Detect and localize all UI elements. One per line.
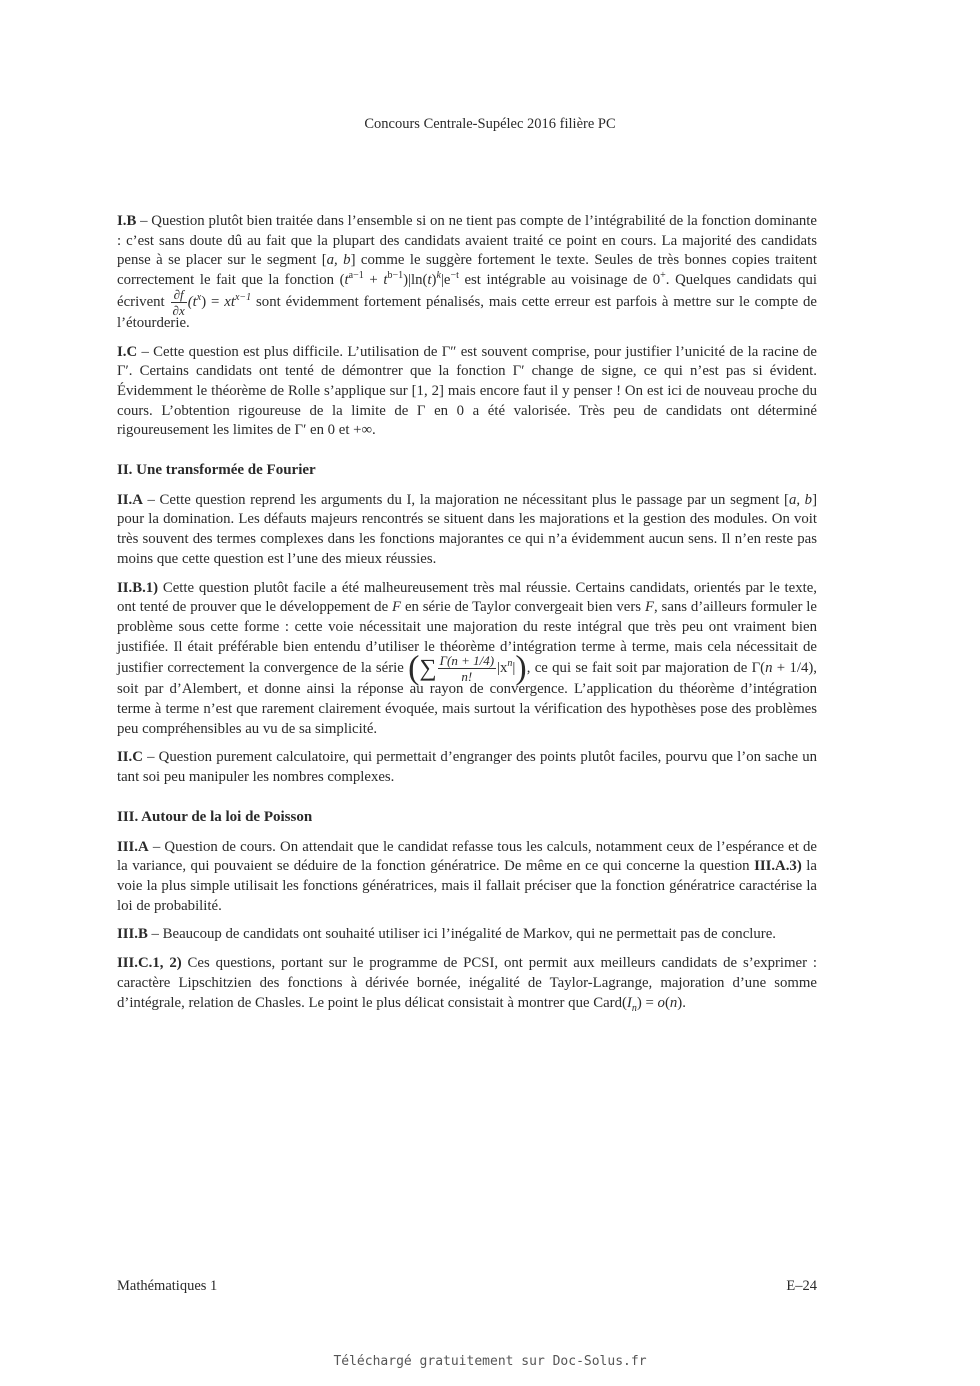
label-IIA: II.A: [117, 491, 143, 508]
label-IIIC: III.C.1, 2): [117, 955, 182, 972]
section-title-II: II. Une transformée de Fourier: [117, 462, 316, 479]
footer-page-number: E–24: [786, 1278, 817, 1294]
running-title: Concours Centrale-Supélec 2016 filière PC: [364, 116, 616, 132]
paragraph-IIIA: III.A – Question de cours. On attendait que le candidat refasse tous les calculs, notamment ceux de l’espérance et de la variance, qui pouvaient se déduire de la fonction génératrice. De même en ce qui concerne la question III.A.3) la voie la plus simple utilisait les fonctions génératrices, mais il fallait préciser que la fonction génératrice caractérise la loi de probabilité.: [117, 838, 817, 914]
download-note: Téléchargé gratuitement sur Doc-Solus.fr: [333, 1354, 647, 1369]
label-IIC: II.C: [117, 749, 143, 766]
paragraph-IIA: II.A – Cette question reprend les arguments du I, la majoration ne nécessitant plus le passage par un segment [a, b] pour la domination. Les défauts majeurs rencontrés se situent dans les majorations et la gestion des modules. On voit très souvent des termes complexes dans les fonctions majorantes ce qui n’a évidemment aucun sens. Il n’en reste pas moins que cette question est l’une des mieux réussies.: [117, 491, 817, 567]
paragraph-IIB1: II.B.1) Cette question plutôt facile a été malheureusement très mal réussie. Certains candidats, orientés par le texte, ont tenté de prouver que le développement de F en série de Taylor convergeait bien vers F, sans d’ailleurs formuler le problème sous cette forme : cette voie nécessitait une majoration du reste intégral que très peu ont vraiment bien justifiée. Il était préférable bien entendu d’utiliser le théorème d’intégration terme à terme, mais cela nécessitait de justifier correctement la convergence de la série (∑ $\frac{\Gamma(n + 1/4)}{n!}$ $|x^n|$), ce qui se fait soit par majoration de Γ(n + 1/4), soit par d’Alembert, et donne ainsi la réponse au rayon de convergence. L’application du théorème d’intégration terme à terme n’est que rarement clairement évoquée, mais surtout la vérification des hypothèses pose des problèmes peu compréhensibles au vu de sa simplicité.: [117, 579, 817, 737]
section-title-III: III. Autour de la loi de Poisson: [117, 808, 313, 825]
gamma-fraction: $\frac{\Gamma(n + 1/4)}{n!}$: [439, 653, 495, 685]
question-reference: III.A.3): [754, 858, 802, 875]
partial-derivative-fraction: $\frac{\partial f}{\partial x}$: [172, 286, 185, 318]
label-IC: I.C: [117, 343, 138, 360]
label-IIIB: III.B: [117, 926, 148, 943]
paragraph-IC: I.C – Cette question est plus difficile. L’utilisation de Γ″ est souvent comprise, pour justifier l’unicité de la racine de Γ′. Certains candidats ont tenté de démontrer que la fonction Γ′ change de signe, ce qui n’est pas si évident. Évidemment le théorème de Rolle s’applique sur [1, 2] mais encore faut il y penser ! On est ici de nouveau proche du cours. L’obtention rigoureuse de la limite de Γ en 0 a été valorisée. Très peu de candidats ont déterminé rigoureusement les limites de Γ′ en 0 et +∞.: [117, 343, 817, 439]
paragraph-IB: I.B – Question plutôt bien traitée dans l’ensemble si on ne tient pas compte de l’intégrabilité de la fonction dominante : c’est sans doute dû au fait que la plupart des candidats avaient traité ce point en cours. La majorité des candidats pense à se placer sur le segment [a, b] comme le suggère fortement le texte. Seules de très bonnes copies traitent correctement le fait que la fonction $(t^{a-1} + t^{b-1})|\ln(t)^k|e^{-t}$ est intégrable au voisinage de 0+. Quelques candidats qui écrivent $\frac{\partial f}{\partial x}$ $(t^x) = xt^{x-1}$ sont évidemment fortement pénalisés, mais cette erreur est parfois à mettre sur le compte de l’étourderie.: [117, 213, 818, 331]
label-IIIA: III.A: [117, 838, 149, 855]
footer-subject: Mathématiques 1: [117, 1278, 218, 1294]
paragraph-IIIC: III.C.1, 2) Ces questions, portant sur le programme de PCSI, ont permit aux meilleurs candidats de s’exprimer : caractère Lipschitzien des fonctions à dérivée bornée, inégalité de Taylor-Lagrange, majoration d’une somme d’intégrale, relation de Chasles. Le point le plus délicat consistait à montrer que $Card(I_n) = o(n)$.: [117, 955, 818, 1014]
report-body: [117, 212, 817, 1022]
paragraph-IIIB: III.B – Beaucoup de candidats ont souhaité utiliser ici l’inégalité de Markov, qui ne permettait pas de conclure.: [117, 926, 776, 943]
paragraph-IIC: II.C – Question purement calculatoire, qui permettait d’engranger des points plutôt faciles, pourvu que l’on sache un tant soi peu manipuler les nombres complexes.: [117, 749, 817, 786]
label-IB: I.B: [117, 213, 137, 229]
formula-series: (∑ $\frac{\Gamma(n + 1/4)}{n!}$ $|x^n|$): [408, 649, 527, 687]
label-IIB1: II.B.1): [117, 579, 159, 596]
formula-integrand: $t^{a-1} + t^{b-1})|\ln(t)^k|e^{-t}$: [344, 270, 459, 289]
